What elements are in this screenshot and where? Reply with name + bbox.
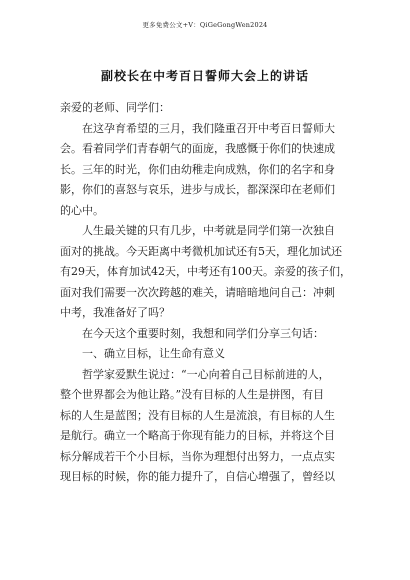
body-line: 现目标的时候，你的能力提升了，自信心增强了，曾经以 xyxy=(60,470,335,483)
body-line: 哲学家爱默生说过：“一心向着自己目标前进的人， xyxy=(60,367,330,381)
body-line: 长。三年的时光，你们由幼稚走向成熟，你们的名字和身 xyxy=(60,162,335,176)
body-line: 标分解成若干个小目标，当你为理想付出努力，一点点实 xyxy=(60,449,335,463)
body-line: 整个世界都会为他让路。”没有目标的人生是拼图，有目 xyxy=(60,388,325,401)
body-line: 是航行。确立一个略高于你现有能力的目标，并将这个目 xyxy=(60,429,335,442)
body-line: 的心中。 xyxy=(60,203,104,217)
body-line: 中考，我准备好了吗？ xyxy=(60,306,170,319)
body-line: 影，你们的喜怒与哀乐，进步与成长，都深深印在老师们 xyxy=(60,183,335,196)
header-note: 更多免费公文+V：QiGeGongWen2024 xyxy=(142,21,268,29)
body-line: 面对的挑战。今天距离中考微机加试还有5天，理化加试还 xyxy=(60,244,342,258)
body-line: 标的人生是蓝图；没有目标的人生是流浪，有目标的人生 xyxy=(60,408,335,422)
document-title: 副校长在中考百日誓师大会上的讲话 xyxy=(100,69,309,83)
body-line: 在这孕育希望的三月，我们隆重召开中考百日誓师大 xyxy=(60,121,335,135)
body-line: 面对我们需要一次次跨越的难关，请暗暗地问自己：冲刺 xyxy=(60,285,335,299)
body-line: 会。看着同学们青春朝气的面庞，我感慨于你们的快速成 xyxy=(60,142,335,155)
body-line: 亲爱的老师、同学们： xyxy=(60,101,170,114)
body-line: 人生最关键的只有几步，中考就是同学们第一次独自 xyxy=(60,224,335,237)
document-body xyxy=(60,98,352,488)
body-line: 在今天这个重要时刻，我想和同学们分享三句话： xyxy=(60,326,324,340)
section-heading: 一、确立目标，让生命有意义 xyxy=(60,347,225,360)
body-line: 有29天，体育加试42天，中考还有100天。亲爱的孩子们， xyxy=(60,265,351,278)
